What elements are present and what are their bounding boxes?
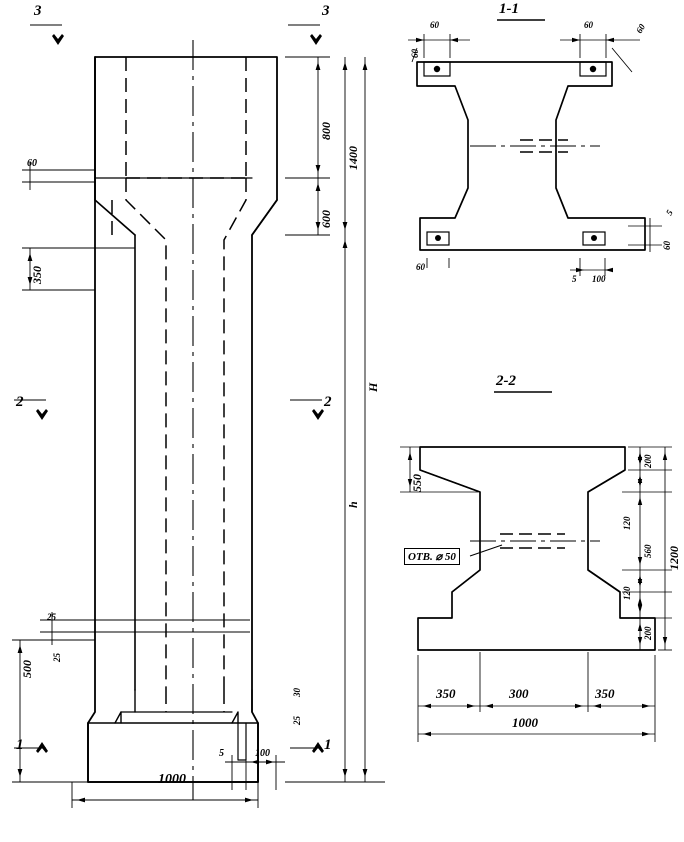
dim-22-1200: 1200: [667, 546, 681, 570]
mark-3-left-label[interactable]: 3: [34, 3, 42, 19]
dim-22-550: 550: [410, 474, 424, 492]
dim-22-300: 300: [509, 686, 529, 701]
mark-1-right-arrow: [312, 742, 324, 762]
mark-1-left-label[interactable]: 1: [16, 737, 24, 753]
mark-2-right-label[interactable]: 2: [324, 394, 332, 410]
dim-11-bottom-100: 100: [592, 274, 606, 284]
dim-22-200-top: 200: [643, 454, 653, 468]
dim-11-top-left-60: 60: [430, 20, 439, 30]
dim-22-120-top: 120: [622, 516, 632, 530]
dim-elev-foot-5: 5: [219, 748, 224, 759]
dim-elev-H: H: [366, 382, 380, 392]
dim-elev-800: 800: [319, 122, 333, 140]
dim-elev-1000: 1000: [158, 772, 186, 787]
mark-2-left-arrow: [36, 400, 48, 420]
mark-3-right-arrow: [310, 25, 322, 45]
dim-elev-350: 350: [30, 266, 44, 284]
dim-elev-600: 600: [319, 210, 333, 228]
section-title-2-2: 2-2: [496, 373, 516, 389]
dim-22-200-bot: 200: [643, 626, 653, 640]
dim-elev-25b: 25: [47, 612, 56, 622]
dim-22-350-right: 350: [595, 686, 615, 701]
section-title-1-1: 1-1: [499, 1, 519, 17]
mark-2-right-arrow: [312, 400, 324, 420]
dim-elev-1400: 1400: [346, 146, 360, 170]
dim-elev-foot-100: 100: [255, 748, 270, 759]
dim-elev-500: 500: [20, 660, 34, 678]
mark-1-left-arrow: [36, 742, 48, 762]
mark-2-left-label[interactable]: 2: [16, 394, 24, 410]
dim-elev-foot-30: 30: [292, 688, 302, 697]
dim-11-bottom-5: 5: [572, 274, 577, 284]
elevation-outline: [88, 57, 277, 782]
dim-11-top-right-60b: 60: [634, 22, 648, 35]
dim-22-350-left: 350: [436, 686, 456, 701]
dim-elev-25: 25: [52, 653, 62, 662]
dim-11-bottom-left-60: 60: [416, 262, 425, 272]
dim-elev-foot-25: 25: [292, 716, 302, 725]
dim-22-120-bot: 120: [622, 586, 632, 600]
dim-22-1000: 1000: [512, 715, 538, 730]
section-1-1-outline: [417, 62, 645, 250]
dim-11-right-5: 5: [664, 208, 675, 217]
dim-11-top-left-60b: 60: [410, 49, 420, 58]
mark-3-left-arrow: [52, 25, 64, 45]
hole-note: ОТВ. ⌀ 50: [404, 548, 460, 565]
mark-3-right-label[interactable]: 3: [322, 3, 330, 19]
dim-11-right-60: 60: [662, 241, 672, 250]
dim-11-top-right-60: 60: [584, 20, 593, 30]
mark-1-right-label[interactable]: 1: [324, 737, 332, 753]
dim-22-560: 560: [643, 544, 653, 558]
dim-elev-60: 60: [27, 158, 37, 169]
dim-elev-h: h: [346, 501, 360, 508]
